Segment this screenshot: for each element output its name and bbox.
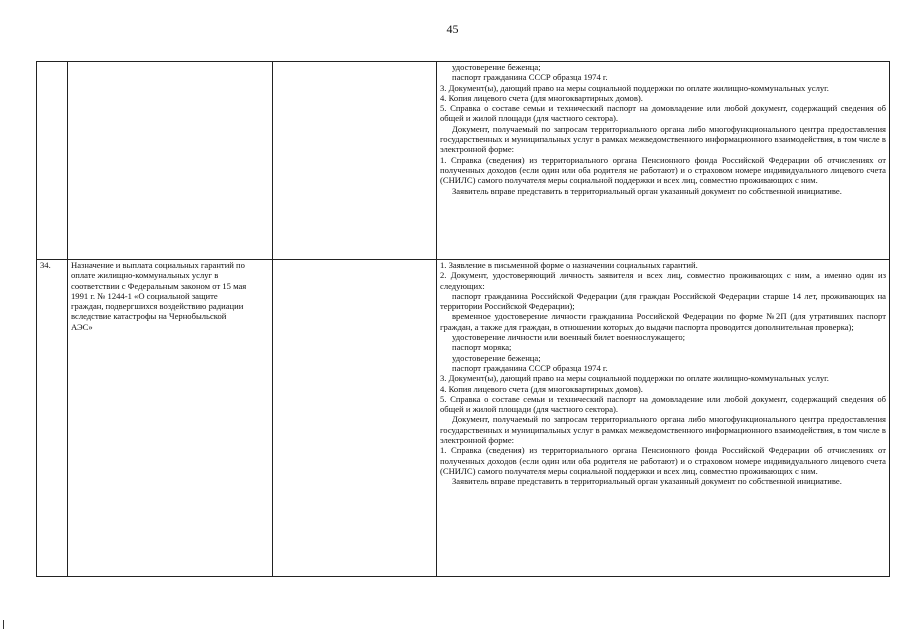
document-paragraph: временное удостоверение личности гражданина Российской Федерации по форме №2П (для утративших паспорт граждан, а также для граждан, в отношении которых до выдачи паспорта проводится дополнительная проверка); — [440, 311, 886, 332]
row-number-cell — [37, 62, 68, 260]
document-paragraph: 1. Справка (сведения) из территориального органа Пенсионного фонда Российской Федерации об отчислениях от полученных доходов (если один или оба родителя не работают) и о страховом номере индивидуального лицевого счета (СНИЛС) самого получателя меры социальной поддержки и всех лиц, совместно проживающих с ним. — [440, 154, 886, 186]
document-paragraph: паспорт гражданина СССР образца 1974 г. — [452, 362, 608, 373]
document-paragraph: 5. Справка о составе семьи и технический паспорт на домовладение или любой документ, содержащий сведения об общей и жилой площади (для частного сектора). — [440, 393, 886, 415]
document-paragraph: 3. Документ(ы), дающий право на меры социальной поддержки по оплате жилищно-коммунальных услуг. — [440, 373, 829, 384]
document-paragraph: 1. Справка (сведения) из территориального органа Пенсионного фонда Российской Федерации об отчислениях от полученных доходов (если один или оба родителя не работают) и о страховом номере индивидуального лицевого счета (СНИЛС) самого получателя меры социальной поддержки и всех лиц, совместно проживающих с ним. — [440, 445, 886, 476]
service-name: Назначение и выплата социальных гарантий по оплате жилищно-коммунальных услуг в соответствии с Федеральным законом от 15 мая 1991 г. № 1244-1 «О социальной защите граждан, подвергшихся воздействию радиации вследствие катастрофы на Чернобыльской АЭС» — [71, 260, 247, 332]
document-paragraph: паспорт моряка; — [452, 342, 512, 353]
document-paragraph: 1. Заявление в письменной форме о назначении социальных гарантий. — [440, 260, 698, 270]
page-number: 45 — [446, 22, 459, 36]
empty-cell — [273, 62, 437, 260]
service-name-cell — [68, 62, 273, 260]
service-name-cell — [68, 260, 273, 577]
document-paragraph: удостоверение беженца; — [452, 352, 541, 363]
document-paragraph: Документ, получаемый по запросам территориального органа либо многофункционального центра предоставления государственных и муниципальных услуг в рамках межведомственного информационного взаимодействия, в том числе в электронной форме: — [440, 123, 886, 155]
documents-cell — [437, 62, 890, 260]
document-paragraph: 4. Копия лицевого счета (для многоквартирных домов). — [440, 92, 643, 103]
empty-cell — [273, 260, 437, 577]
services-table — [36, 61, 890, 577]
document-paragraph: паспорт гражданина Российской Федерации (для граждан Российской Федерации старше 14 лет, проживающих на территории Российской Федерации); — [440, 290, 886, 312]
document-paragraph: паспорт гражданина СССР образца 1974 г. — [452, 72, 608, 83]
table-row — [37, 62, 890, 260]
document-paragraph: 5. Справка о составе семьи и технический паспорт на домовладение или любой документ, содержащий сведения об общей и жилой площади (для частного сектора). — [440, 103, 886, 124]
row-number-cell: 34. — [37, 260, 68, 577]
document-paragraph: удостоверение беженца; — [452, 62, 541, 72]
document-paragraph: удостоверение личности или военный билет военнослужащего; — [452, 332, 686, 343]
document-paragraph: 4. Копия лицевого счета (для многоквартирных домов). — [440, 383, 643, 394]
documents-cell — [437, 260, 890, 577]
document-paragraph: Документ, получаемый по запросам территориального органа либо многофункционального центра предоставления государственных и муниципальных услуг в рамках межведомственного информационного взаимодействия, в том числе в электронной форме: — [440, 414, 886, 446]
table-row — [37, 260, 890, 577]
scan-margin-mark — [3, 620, 4, 629]
document-paragraph: Заявитель вправе представить в территориальный орган указанный документ по собственной инициативе. — [452, 476, 842, 487]
document-paragraph: 2. Документ, удостоверяющий личность заявителя и всех лиц, совместно проживающих с ним, а именно один из следующих: — [440, 270, 886, 291]
document-paragraph: 3. Документ(ы), дающий право на меры социальной поддержки по оплате жилищно-коммунальных услуг. — [440, 82, 829, 93]
document-paragraph: Заявитель вправе представить в территориальный орган указанный документ по собственной инициативе. — [452, 185, 842, 196]
